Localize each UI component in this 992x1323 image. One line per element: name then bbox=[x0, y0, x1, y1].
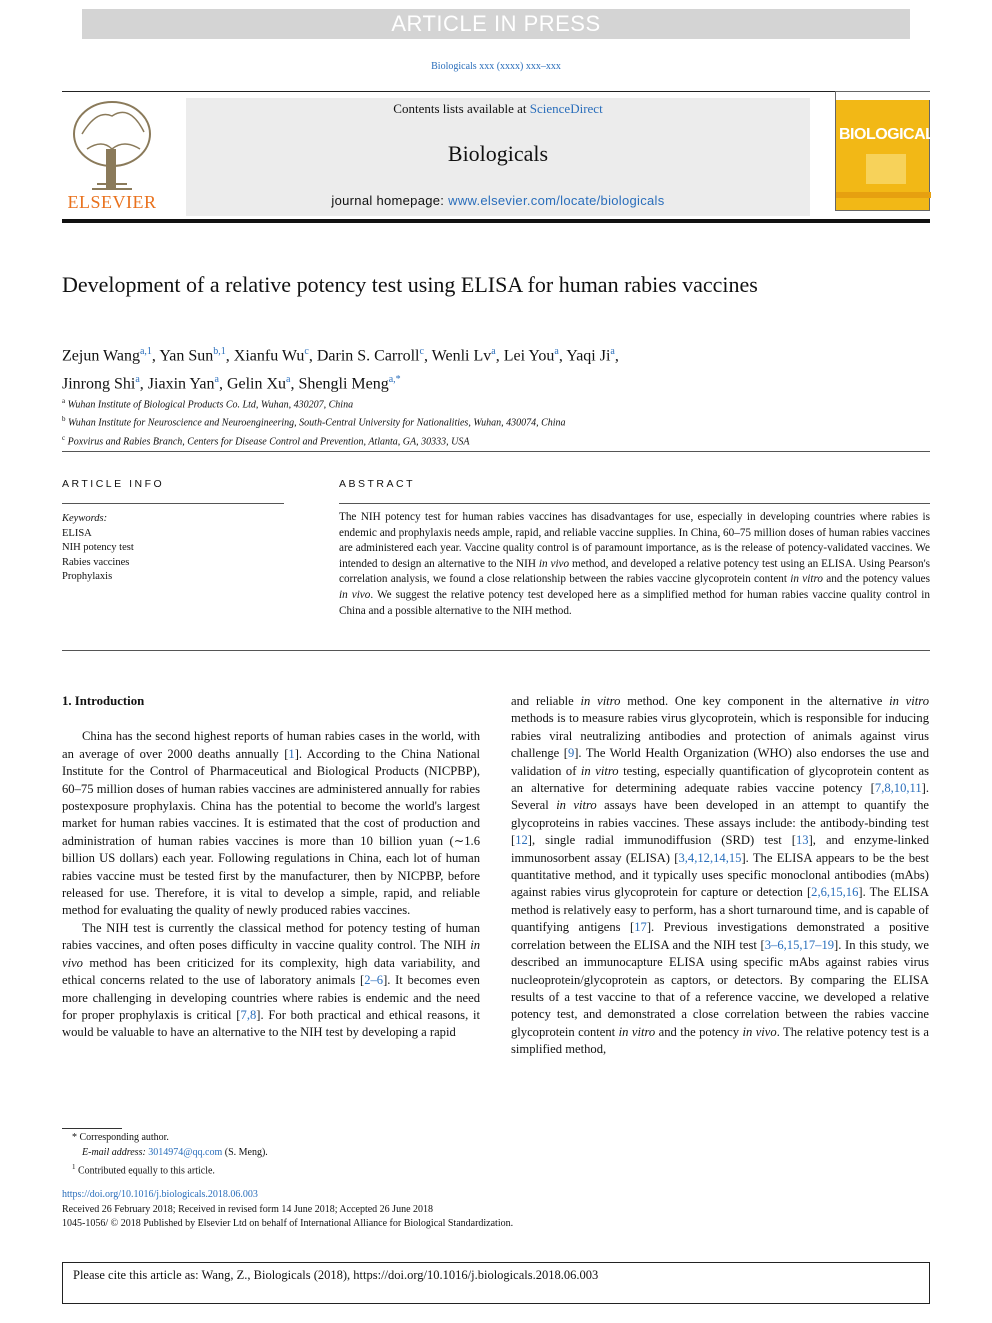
author-list bbox=[62, 340, 862, 397]
journal-reference[interactable]: Biologicals xxx (xxxx) xxx–xxx bbox=[431, 61, 561, 72]
footnote-corresponding: * Corresponding author. bbox=[72, 1132, 169, 1143]
author-affiliation-marker[interactable]: b,1 bbox=[213, 346, 226, 357]
author-affiliation-marker[interactable]: a,* bbox=[388, 374, 401, 386]
author-name: Jiaxin Yan bbox=[147, 375, 215, 393]
author-name: Gelin Xu bbox=[226, 375, 287, 393]
cover-title: BIOLOGICALS bbox=[839, 126, 945, 143]
keyword-item: NIH potency test bbox=[62, 542, 134, 553]
abstract-heading: ABSTRACT bbox=[339, 478, 416, 490]
email-link[interactable]: 3014974@qq.com bbox=[148, 1146, 223, 1158]
affiliations bbox=[62, 394, 922, 449]
elsevier-wordmark: ELSEVIER bbox=[67, 192, 157, 212]
author-name: Yaqi Ji bbox=[566, 347, 611, 365]
affiliation-item: $^c$ Poxvirus and Rabies Branch, Centers for Disease Control and Prevention, Atlanta, GA, 30333, USA bbox=[62, 433, 470, 447]
keywords-label: Keywords: bbox=[62, 513, 108, 524]
footnotes bbox=[62, 1131, 662, 1179]
author-line-2: Jinrong Shi$^a$, Jiaxin Yan$^a$, Gelin Xu$^a$, Shengli Meng$^{a,*}$ bbox=[62, 374, 401, 393]
author-name: Shengli Meng bbox=[298, 375, 389, 393]
intro-paragraph-1: China has the second highest reports of human rabies cases in the world, with an average of over 2000 deaths annually [1]. According to the China National Institute for the Control of Pharmaceutical and Biological Products (NICPBP), 60–75 million doses of human rabies vaccines are administered annually for rabies postexposure prophylaxis. China has the potential to become the world's largest market for human rabies vaccines. It is estimated that the cost of production and administration of human rabies vaccines is more than 10 billion yuan (∼1.6 billion US dollars) each year. Following regulations in China, each lot of human rabies vaccine must be tested first by the manufacturer, then by NICPBP, before released for use. Therefore, it is vital to develop a simple, rapid, and reliable method for evaluating the quality of newly produced rabies vaccines. bbox=[62, 729, 480, 918]
author-name: Lei You bbox=[503, 347, 555, 365]
author-name: Zejun Wang bbox=[62, 347, 140, 365]
contents-prefix: Contents lists available at bbox=[393, 101, 530, 116]
header-thick-rule bbox=[62, 219, 930, 223]
author-affiliation-marker[interactable]: a bbox=[610, 346, 615, 357]
info-top-rule bbox=[62, 451, 930, 452]
contrib-text: Contributed equally to this article. bbox=[78, 1165, 215, 1177]
abstract-text: The NIH potency test for human rabies vaccines has disadvantages for use, especially in developing countries where rabies is endemic and prophylaxis needs ample, rapid, and reliable vaccine supplies. In China, 60–75 million doses of human rabies vaccines are administered each year. Vaccine quality control is of paramount importance, as is the release of potency-validated vaccines. We intended to design an alternative to the NIH in vivo method, and developed a relative potency test using an ELISA. Using Pearson's correlation analysis, we found a close relationship between the rabies vaccine glycoprotein content in vitro and the potency values in vivo. We suggest the relative potency test developed here as a simplified method for human rabies vaccine quality control in China and a possible alternative to the NIH method. bbox=[339, 511, 930, 617]
author-affiliation-marker[interactable]: a bbox=[135, 374, 140, 386]
author-name: Yan Sun bbox=[159, 347, 214, 365]
journal-name: Biologicals bbox=[447, 141, 549, 166]
affiliation-item: $^b$ Wuhan Institute for Neuroscience and Neuroengineering, South-Central University for Nationalities, Wuhan, 430074, China bbox=[62, 415, 566, 429]
journal-cover-image bbox=[835, 91, 945, 211]
header-top-rule bbox=[62, 91, 930, 92]
keyword-item: ELISA bbox=[62, 527, 92, 539]
keywords-block bbox=[62, 512, 282, 585]
author-name: Darin S. Carroll bbox=[316, 347, 420, 365]
publication-info bbox=[62, 1188, 862, 1232]
author-affiliation-marker[interactable]: c bbox=[419, 346, 424, 357]
homepage-link[interactable]: www.elsevier.com/locate/biologicals bbox=[448, 193, 665, 208]
corresponding-text: Corresponding author. bbox=[79, 1132, 169, 1143]
contents-list-line bbox=[186, 101, 810, 117]
doi-link[interactable]: https://doi.org/10.1016/j.biologicals.2018.06.003 bbox=[62, 1189, 258, 1200]
author-affiliation-marker[interactable]: a bbox=[491, 346, 496, 357]
affiliation-item: $^a$ Wuhan Institute of Biological Products Co. Ltd, Wuhan, 430207, China bbox=[62, 397, 354, 411]
author-affiliation-marker[interactable]: a bbox=[214, 374, 219, 386]
author-name: Jinrong Shi bbox=[62, 375, 136, 393]
article-info-rule bbox=[62, 503, 284, 504]
abstract-bottom-rule bbox=[62, 650, 930, 651]
section-heading-introduction: 1. Introduction bbox=[62, 694, 145, 708]
homepage-prefix: journal homepage: bbox=[331, 193, 449, 208]
sciencedirect-link[interactable]: ScienceDirect bbox=[529, 101, 603, 116]
article-dates: Received 26 February 2018; Received in revised form 14 June 2018; Accepted 26 June 2018 bbox=[62, 1203, 434, 1215]
author-name: Xianfu Wu bbox=[233, 347, 305, 365]
journal-homepage-line bbox=[186, 193, 810, 208]
author-line-1: Zejun Wang$^{a,1}$, Yan Sun$^{b,1}$, Xianfu Wu$^c$, Darin S. Carroll$^c$, Wenli Lv$^a$, Lei You$^a$, Yaqi Ji$^a$, bbox=[62, 346, 619, 365]
email-suffix: (S. Meng). bbox=[222, 1146, 268, 1158]
footnote-contrib: $^1$ Contributed equally to this article. bbox=[72, 1163, 215, 1177]
keyword-item: Rabies vaccines bbox=[62, 556, 130, 568]
email-label: E-mail address: bbox=[82, 1146, 149, 1158]
abstract-rule bbox=[339, 503, 930, 504]
article-info-heading: ARTICLE INFO bbox=[62, 478, 165, 490]
author-affiliation-marker[interactable]: a,1 bbox=[139, 346, 152, 357]
keywords-list bbox=[62, 527, 282, 585]
author-affiliation-marker[interactable]: a bbox=[286, 374, 291, 386]
author-affiliation-marker[interactable]: c bbox=[304, 346, 309, 357]
keyword-item: Prophylaxis bbox=[62, 571, 113, 582]
author-affiliation-marker[interactable]: a bbox=[554, 346, 559, 357]
article-in-press-banner: ARTICLE IN PRESS bbox=[82, 9, 910, 39]
copyright-line: 1045-1056/ © 2018 Published by Elsevier Ltd on behalf of International Alliance for Biological Standardization. bbox=[62, 1218, 514, 1229]
intro-paragraph-2: The NIH test is currently the classical method for potency testing of human rabies vaccines, and often poses difficulty in vaccine quality control. The NIH in vivo method has been criticized for its complexity, high data variability, and ethical concerns related to the use of laboratory animals [2–6]. It becomes even more challenging in developing countries where rabies is endemic and the need for proper prophylaxis is critical [7,8]. For both practical and ethical reasons, it would be valuable to have an alternative to the NIH test by developing a rapid bbox=[62, 920, 481, 1040]
footnote-email bbox=[62, 1146, 662, 1161]
footnote-rule bbox=[62, 1128, 122, 1129]
intro-paragraph-3: and reliable in vitro method. One key component in the alternative in vitro methods is to measure rabies virus glycoprotein, which is responsible for inducing rabies viral neutralizing antibodies and protection of animals against virus challenge [9]. The World Health Organization (WHO) also endorses the use and validation of in vitro testing, especially quantification of glycoprotein content as an alternative for determining adequate rabies vaccine potency [7,8,10,11]. Several in vitro assays have been developed in an attempt to quantify the glycoproteins in rabies vaccines. These assays include: the antibody-binding test [12], single radial immunodiffusion (SRD) test [13], and enzyme-linked immunosorbent assay (ELISA) [3,4,12,14,15]. The ELISA appears to be the best quantitative method, and it typically uses specific monoclonal antibodies (mAbs) against rabies virus glycoprotein for capture or detection [2,6,15,16]. The ELISA method is relatively easy to perform, has a short turnaround time, and is capable of quantifying antigens [17]. Previous investigations demonstrated a positive correlation between the ELISA and the NIH test [3–6,15,17–19]. In this study, we described an immunocapture ELISA using specific mAbs against rabies virus nucleoprotein/glycoprotein as captors, or detectors. By comparing the ELISA results of a test vaccine to that of a reference vaccine, we developed a relative potency test, and demonstrated a close correlation between the rabies vaccine glycoprotein content in vitro and the potency in vivo. The relative potency test is a simplified method, bbox=[511, 694, 930, 1057]
article-title: Development of a relative potency test using ELISA for human rabies vaccines bbox=[62, 272, 758, 297]
body-left-column bbox=[62, 693, 480, 1042]
citation-text: Please cite this article as: Wang, Z., Biologicals (2018), https://doi.org/10.1016/j.biologicals.2018.06.003 bbox=[73, 1268, 599, 1282]
body-right-column bbox=[511, 693, 929, 1059]
author-name: Wenli Lv bbox=[431, 347, 492, 365]
